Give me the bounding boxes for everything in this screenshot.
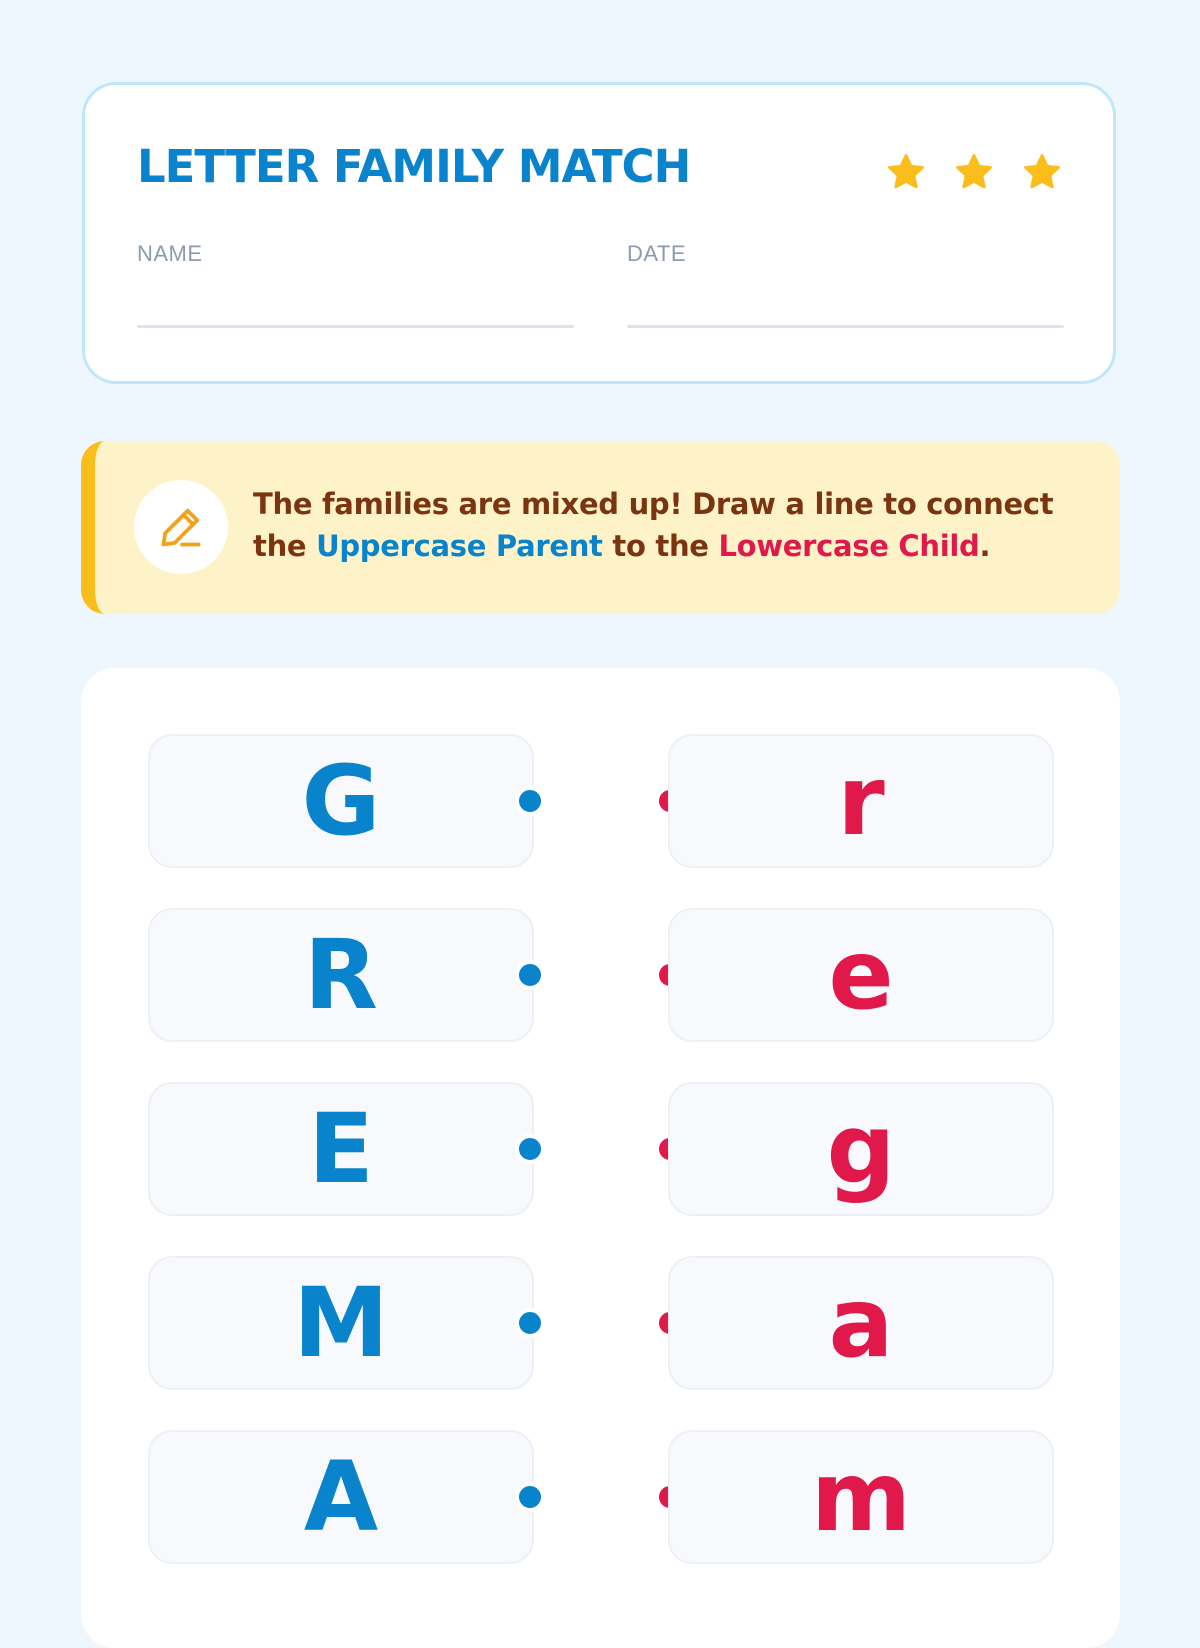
- pencil-icon-badge: [134, 480, 228, 574]
- match-row: [81, 1430, 1120, 1564]
- star-icon: [885, 151, 927, 193]
- uppercase-connector-dot[interactable]: [515, 1308, 545, 1338]
- star-icon: [953, 151, 995, 193]
- uppercase-connector-dot[interactable]: [515, 786, 545, 816]
- date-label: DATE: [627, 241, 687, 266]
- instruction-banner: [81, 441, 1120, 614]
- uppercase-letter-tile: E: [148, 1082, 534, 1216]
- instruction-text-part: to the: [602, 529, 719, 563]
- lowercase-letter-tile: m: [668, 1430, 1054, 1564]
- uppercase-letter-tile: A: [148, 1430, 534, 1564]
- lowercase-letter-tile: r: [668, 734, 1054, 868]
- match-row: [81, 1256, 1120, 1390]
- lowercase-child-label: Lowercase Child: [718, 529, 980, 563]
- uppercase-letter-tile: G: [148, 734, 534, 868]
- uppercase-letter-tile: R: [148, 908, 534, 1042]
- worksheet-title: LETTER FAMILY MATCH: [137, 140, 691, 193]
- uppercase-parent-label: Uppercase Parent: [316, 529, 603, 563]
- lowercase-letter-tile: a: [668, 1256, 1054, 1390]
- lowercase-letter-tile: e: [668, 908, 1054, 1042]
- star-rating: [885, 151, 1063, 193]
- name-label: NAME: [137, 241, 203, 266]
- pencil-icon: [156, 502, 206, 552]
- instruction-text: [253, 483, 1093, 567]
- name-field[interactable]: [137, 325, 574, 328]
- match-row: [81, 908, 1120, 1042]
- uppercase-connector-dot[interactable]: [515, 960, 545, 990]
- match-row: [81, 1082, 1120, 1216]
- date-field[interactable]: [627, 325, 1064, 328]
- matching-area: [81, 668, 1120, 1648]
- lowercase-letter-tile: g: [668, 1082, 1054, 1216]
- uppercase-connector-dot[interactable]: [515, 1134, 545, 1164]
- match-row: [81, 734, 1120, 868]
- star-icon: [1021, 151, 1063, 193]
- instruction-text-part: The families are mixed up! Draw a line to connect the: [253, 487, 1054, 563]
- header-card: [82, 82, 1116, 384]
- uppercase-connector-dot[interactable]: [515, 1482, 545, 1512]
- instruction-text-part: .: [979, 529, 991, 563]
- uppercase-letter-tile: M: [148, 1256, 534, 1390]
